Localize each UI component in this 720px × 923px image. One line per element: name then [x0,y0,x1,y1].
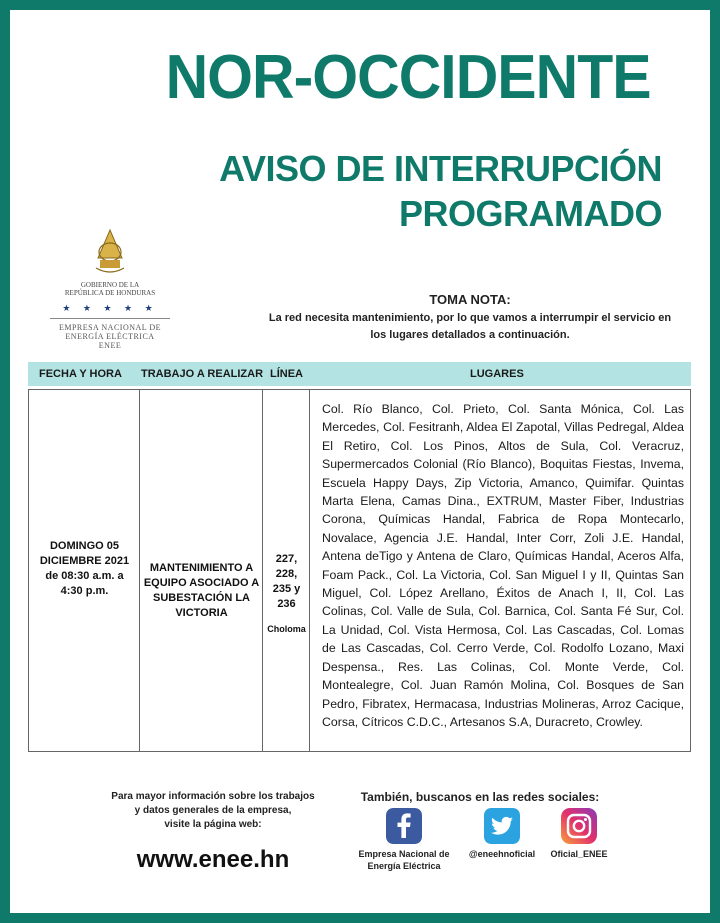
date-line: DOMINGO 05 [49,540,120,552]
footer-info [108,790,318,874]
line-number: 235 y [272,583,301,595]
enee-logo [40,228,180,350]
company-line: ENEE [98,341,122,350]
social-heading: También, buscanos en las redes sociales: [360,790,600,804]
notice-subtitle [219,146,662,236]
website-link[interactable]: www.enee.hn [136,846,290,873]
table-header [28,362,691,386]
info-line: visite la página web: [164,819,262,830]
date-line: 4:30 p.m. [60,585,109,597]
twitter-icon[interactable] [484,808,520,844]
twitter-label: @eneehnoficial [468,849,536,859]
places-cell: Col. Río Blanco, Col. Prieto, Col. Santa Mónica, Col. Las Mercedes, Col. Fesitranh, Aldea El Zapotal, Villas Pedregal, Aldea El Retiro, Col. Los Pinos, Altos de Sula, Col. Veracruz, Supermercados Colonial (Río Blanco), Boquitas Fiestas, Invema, Escuela Happy Days, Zip Victoria, Amanco, Quimifar. Quintas Marta Elena, Camas Dina., EXTRUM, Master Fiber, Industrias Corona, Químicas Handal, Fabrica de Ropa Montecarlo, Novalace, Agencia J.E. Handal, Inter Corr, Zoli J.E. Handal, Antena deTigo y Antena de Claro, Químicas Handal, Aceros Alfa, Foam Pack., Col. La Victoria, Col. San Miguel I y II, Quintas San Miguel, Col. López Arellano, Éxitos de Anach I, II, Col. Las Colinas, Col. Valle de Sula, Col. Barnica, Col. Santa Fé Sur, Col. La Unidad, Col. Vista Hermosa, Col. Las Cascadas, Col. Lomas de Las Cascadas, Col. Cerro Verde, Col. Rodolfo Lozano, Maxi Despensa., Res. Las Colinas, Col. Monte Verde, Col. Montealegre, Col. Juan Ramón Molina, Col. Bosques de San Pedro, Fibratex, Hermacasa, Industrias Molineras, Arroz Cacique, Corsa, Cítricos C.D.C., Artesanos S.A, Duracreto, Crowley. [322,402,684,729]
date-line: DICIEMBRE 2021 [39,555,130,567]
header-line: LÍNEA [270,368,303,380]
notice-heading: TOMA NOTA: [429,292,511,307]
line-place: Choloma [267,624,306,634]
gov-line: GOBIERNO DE LA [80,281,140,289]
notice-block [240,292,700,344]
facebook-label [350,848,458,872]
stars-icon: ★ ★ ★ ★ ★ [62,303,158,313]
info-line: y datos generales de la empresa, [134,805,292,816]
line-number: 228, [275,568,298,580]
subtitle-line: PROGRAMADO [399,193,662,234]
notice-line: los lugares detallados a continuación. [370,329,570,341]
instagram-label: Oficial_ENEE [550,849,608,859]
facebook-icon[interactable] [386,808,422,844]
notice-line: La red necesita mantenimiento, por lo que vamos a interrumpir el servicio en [268,312,672,324]
honduras-seal-icon [92,228,128,274]
date-line: de 08:30 a.m. a [45,570,124,582]
work-line: SUBESTACIÓN LA [153,592,250,604]
subtitle-line: AVISO DE INTERRUPCIÓN [219,148,662,189]
notice-text [240,310,700,344]
company-line: ENERGÍA ELÉCTRICA [65,332,155,341]
header-date: FECHA Y HORA [39,368,122,380]
work-line: EQUIPO ASOCIADO A [143,577,260,589]
info-line: Para mayor información sobre los trabajos [111,791,315,802]
date-cell [29,539,140,599]
page-title: NOR-OCCIDENTE [165,43,651,112]
company-line: EMPRESA NACIONAL DE [58,323,162,332]
table-body [28,389,691,752]
fb-label-line: Energía Eléctrica [367,861,441,871]
instagram-icon[interactable] [561,808,597,844]
gov-line: REPÚBLICA DE HONDURAS [64,289,156,297]
company-name [40,323,180,350]
line-number: 236 [277,598,296,610]
header-places: LUGARES [470,368,524,380]
line-cell [263,552,310,637]
government-name [40,281,180,297]
work-line: MANTENIMIENTO A [149,562,254,574]
info-text [108,790,318,832]
social-heading-block [350,790,610,804]
work-cell [140,561,263,621]
work-line: VICTORIA [175,607,228,619]
header-work: TRABAJO A REALIZAR [141,368,264,380]
fb-label-line: Empresa Nacional de [358,849,450,859]
line-number: 227, [275,553,298,565]
